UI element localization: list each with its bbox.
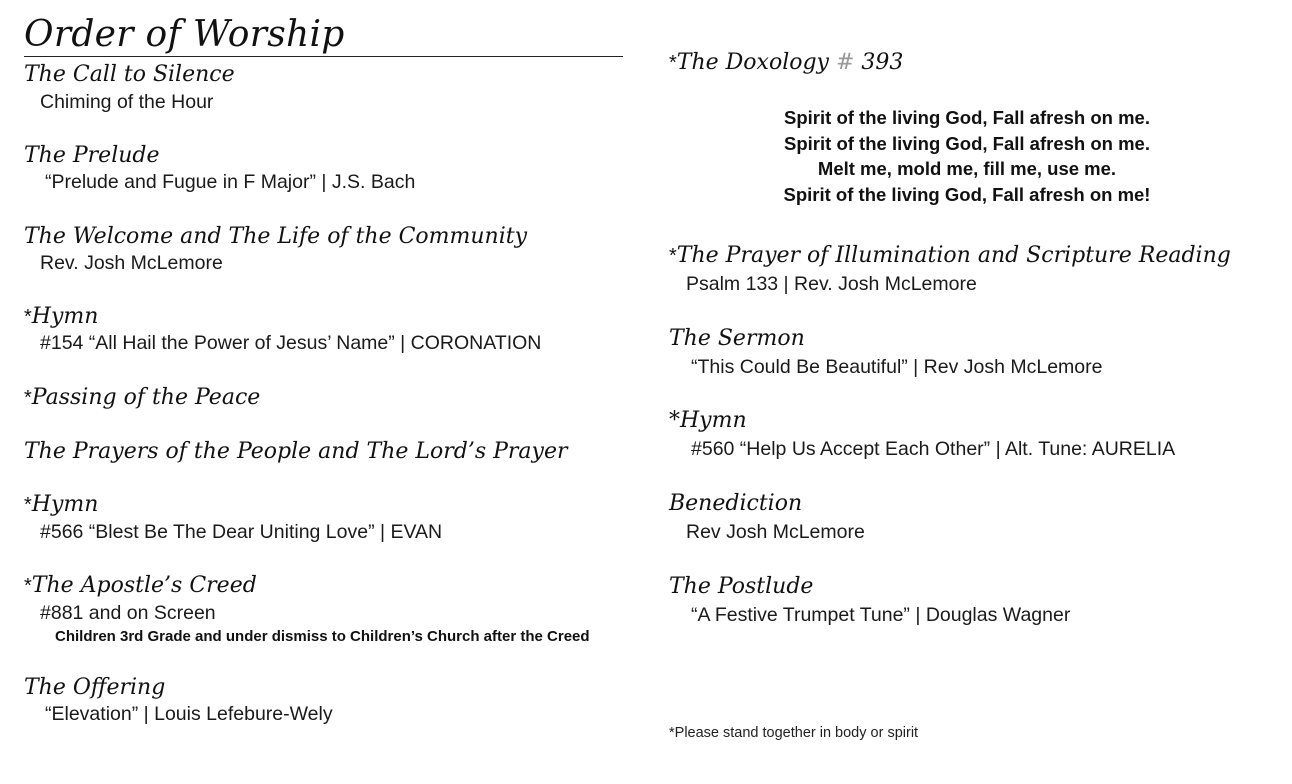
item-detail-apostles-creed: #881 and on Screen — [40, 602, 216, 624]
lyric-line: Spirit of the living God, Fall afresh on me. — [784, 132, 1150, 154]
lyric-line: Spirit of the living God, Fall afresh on me! — [783, 183, 1151, 205]
item-detail-hymn-3: #560 “Help Us Accept Each Other” | Alt. Tune: AURELIA — [691, 438, 1176, 460]
item-heading-apostles-creed: *The Apostle’s Creed — [24, 573, 257, 598]
lyric-line: Melt me, mold me, fill me, use me. — [817, 158, 1117, 179]
item-heading-call-to-silence: The Call to Silence — [24, 62, 235, 87]
item-detail-prelude: “Prelude and Fugue in F Major” | J.S. Bach — [45, 171, 416, 193]
lyric-line: Spirit of the living God, Fall afresh on me. — [784, 107, 1150, 128]
item-detail-call-to-silence: Chiming of the Hour — [40, 91, 214, 113]
stand-marker: * — [669, 52, 677, 74]
stand-marker: * — [24, 494, 32, 516]
stand-footnote: *Please stand together in body or spirit — [669, 725, 919, 741]
doxology-number: 393 — [861, 50, 904, 75]
item-detail-illumination: Psalm 133 | Rev. Josh McLemore — [686, 273, 977, 295]
item-detail-benediction: Rev Josh McLemore — [686, 521, 865, 543]
item-heading-welcome: The Welcome and The Life of the Community — [24, 224, 528, 249]
item-detail-welcome: Rev. Josh McLemore — [40, 252, 223, 274]
number-mark: # — [835, 50, 855, 75]
stand-marker: * — [24, 575, 32, 597]
item-heading-illumination: *The Prayer of Illumination and Scripture Reading — [669, 243, 1231, 268]
item-detail-postlude: “A Festive Trumpet Tune” | Douglas Wagner — [691, 604, 1071, 626]
item-heading-prayers-people: The Prayers of the People and The Lord’s Prayer — [24, 439, 568, 464]
item-detail-hymn-2: #566 “Blest Be The Dear Uniting Love” | EVAN — [40, 521, 443, 543]
item-heading-benediction: Benediction — [669, 491, 803, 516]
item-heading-postlude: The Postlude — [669, 574, 814, 599]
item-heading-passing-peace: *Passing of the Peace — [24, 385, 261, 410]
stand-marker: * — [24, 387, 32, 409]
title-divider — [24, 56, 623, 57]
stand-marker: * — [669, 245, 677, 267]
item-heading-hymn-1: *Hymn — [24, 304, 99, 329]
doxology-lyrics — [760, 105, 1174, 207]
item-heading-hymn-2: *Hymn — [24, 492, 99, 517]
stand-marker: * — [24, 306, 32, 328]
item-heading-hymn-3: *Hymn — [669, 408, 747, 433]
item-heading-offering: The Offering — [24, 675, 166, 700]
page-title: Order of Worship — [24, 14, 345, 55]
children-dismissal-note: Children 3rd Grade and under dismiss to Children’s Church after the Creed — [55, 628, 590, 645]
item-detail-hymn-1: #154 “All Hail the Power of Jesus’ Name” | CORONATION — [40, 332, 542, 354]
doxology-heading: *The Doxology # 393 — [669, 50, 904, 75]
item-heading-prelude: The Prelude — [24, 143, 160, 168]
item-heading-sermon: The Sermon — [669, 326, 805, 351]
item-detail-offering: “Elevation” | Louis Lefebure-Wely — [45, 703, 333, 725]
item-detail-sermon: “This Could Be Beautiful” | Rev Josh McLemore — [691, 356, 1103, 378]
